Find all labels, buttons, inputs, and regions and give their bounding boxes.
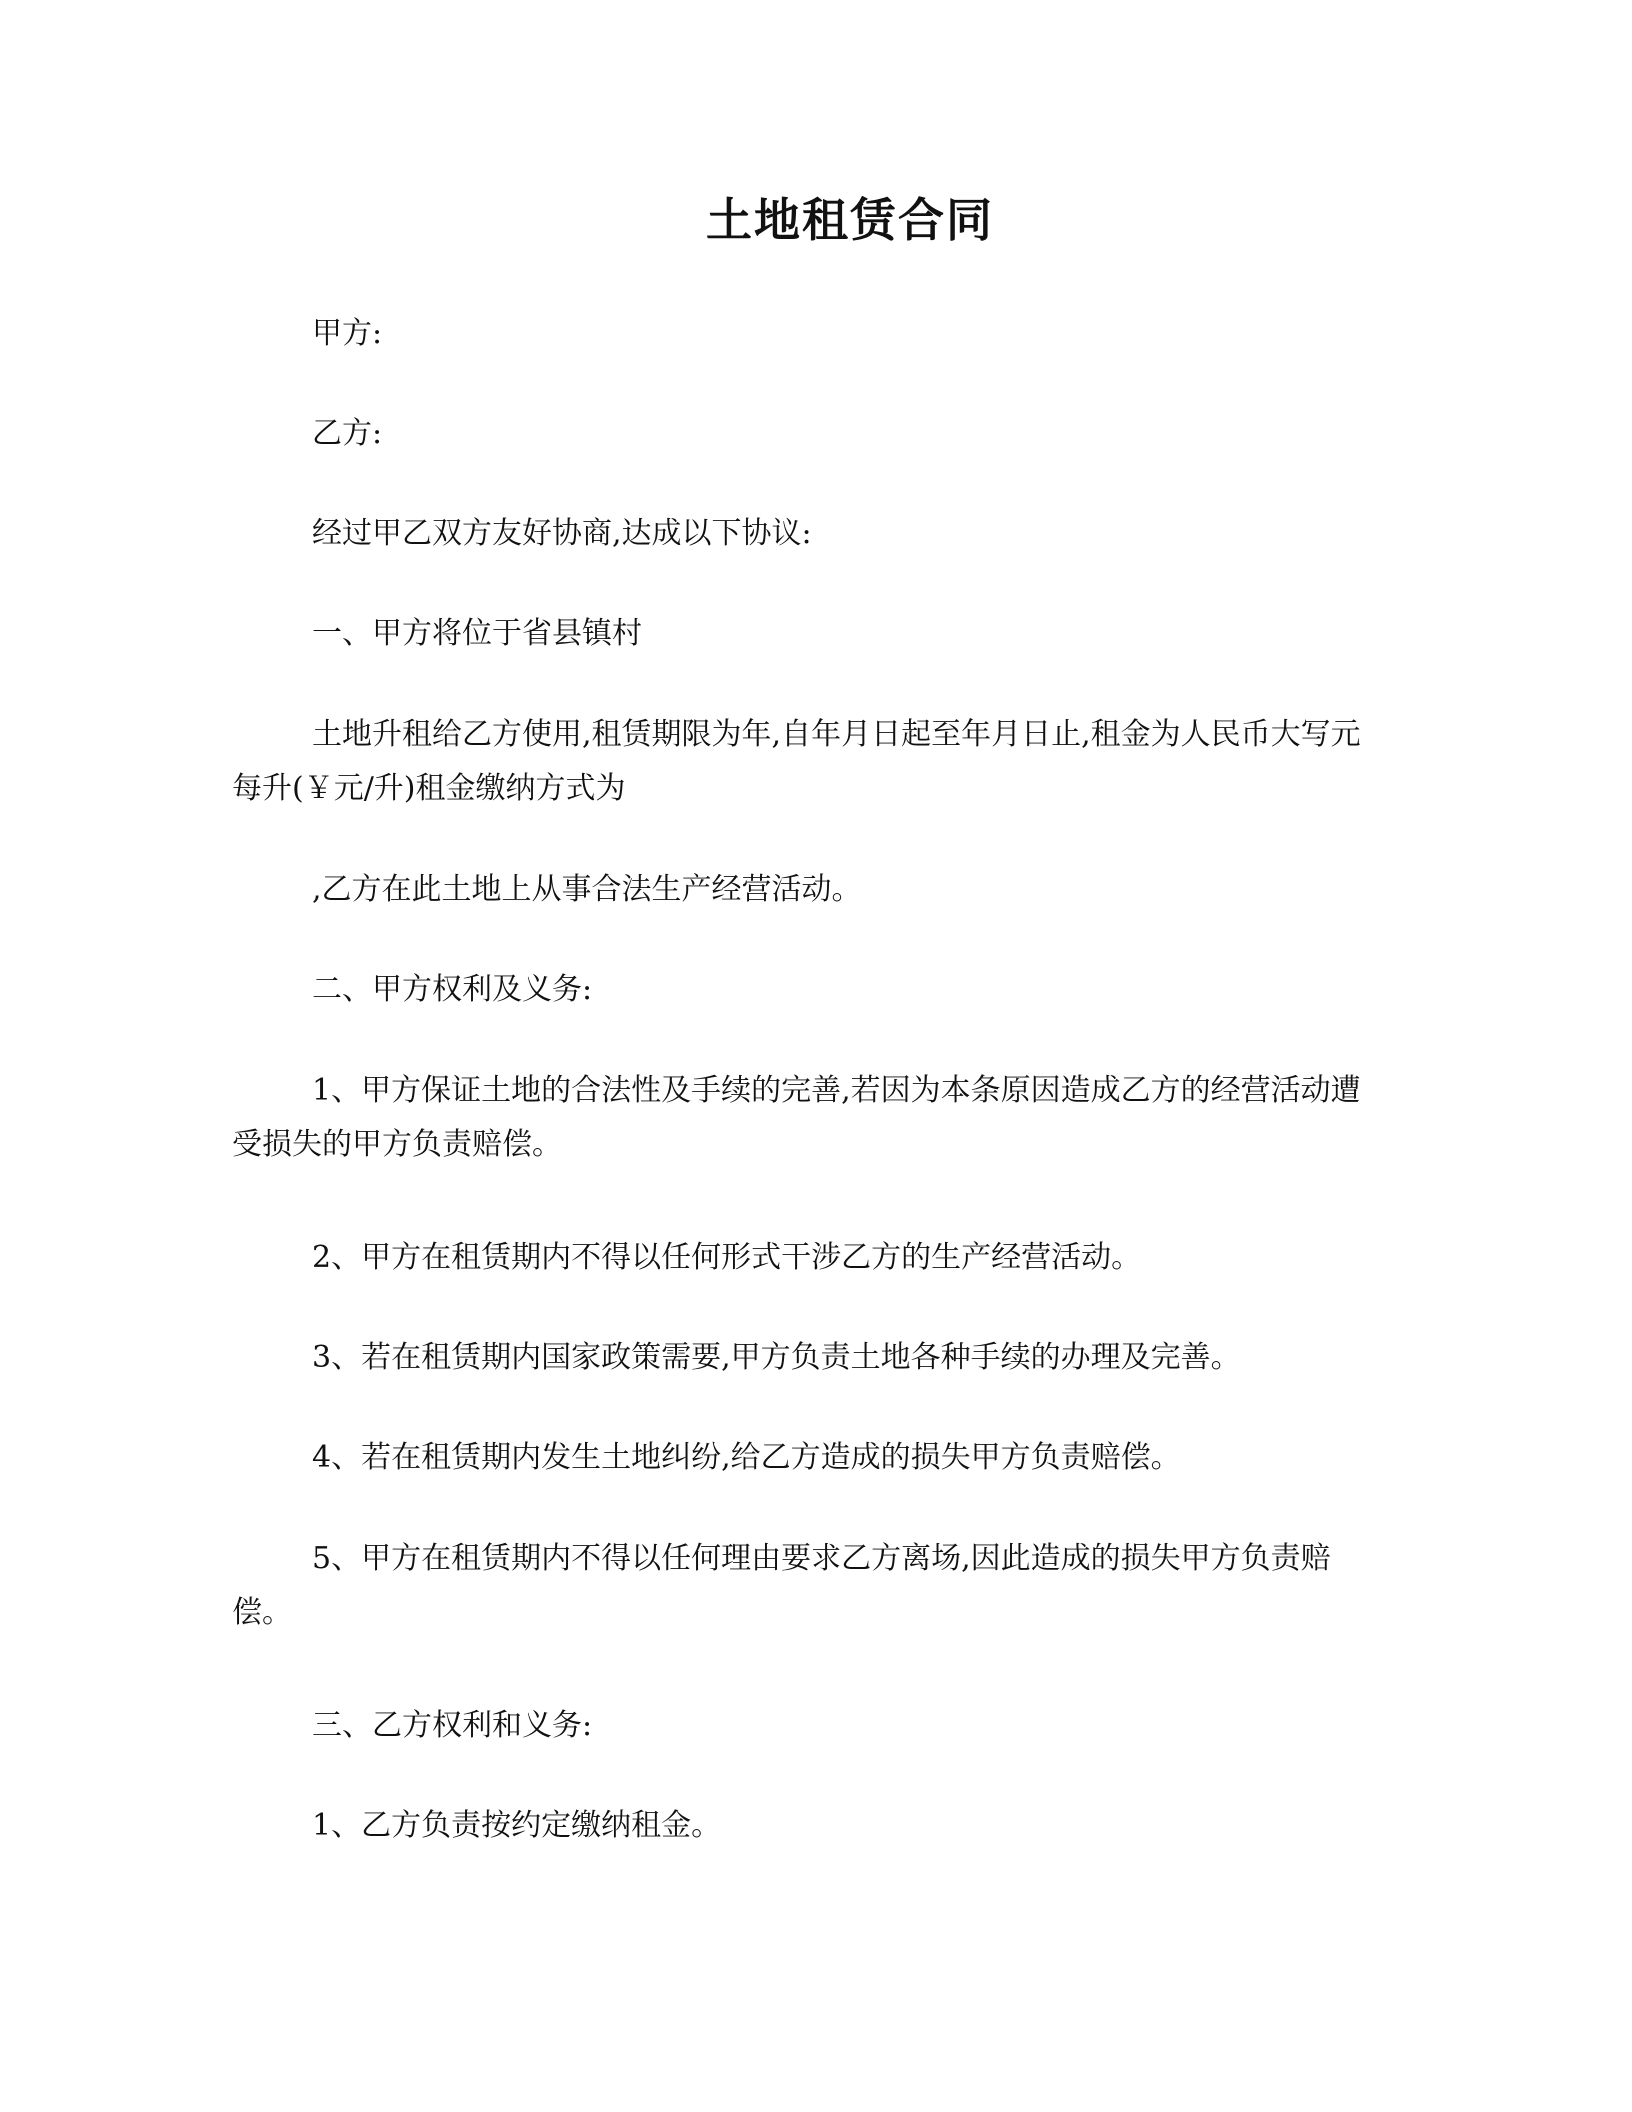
section1-paragraph: 土地升租给乙方使用,租赁期限为年,自年月日起至年月日止,租金为人民币大写元每升(￥元/升)租金缴纳方式为 bbox=[232, 717, 1361, 806]
party-b-label: 乙方: bbox=[312, 416, 383, 451]
intro-text: 经过甲乙双方友好协商,达成以下协议: bbox=[312, 516, 812, 551]
section2-item: 5、甲方在租赁期内不得以任何理由要求乙方离场,因此造成的损失甲方负责赔偿。 bbox=[232, 1541, 1331, 1630]
section2-item: 4、若在租赁期内发生土地纠纷,给乙方造成的损失甲方负责赔偿。 bbox=[312, 1440, 1181, 1475]
party-a-label: 甲方: bbox=[312, 316, 383, 351]
section2-item: 1、甲方保证土地的合法性及手续的完善,若因为本条原因造成乙方的经营活动遭受损失的甲方负责赔偿。 bbox=[232, 1073, 1361, 1162]
section2-item: 2、甲方在租赁期内不得以任何形式干涉乙方的生产经营活动。 bbox=[312, 1240, 1142, 1275]
section2-heading: 二、甲方权利及义务: bbox=[312, 972, 593, 1007]
section3-item: 1、乙方负责按约定缴纳租金。 bbox=[312, 1808, 722, 1843]
section2-item: 3、若在租赁期内国家政策需要,甲方负责土地各种手续的办理及完善。 bbox=[312, 1340, 1241, 1375]
section1-heading: 一、甲方将位于省县镇村 bbox=[312, 616, 642, 651]
document-title: 土地租赁合同 bbox=[706, 193, 994, 247]
section1-continuation: ,乙方在此土地上从事合法生产经营活动。 bbox=[312, 872, 862, 907]
section3-heading: 三、乙方权利和义务: bbox=[312, 1708, 593, 1743]
